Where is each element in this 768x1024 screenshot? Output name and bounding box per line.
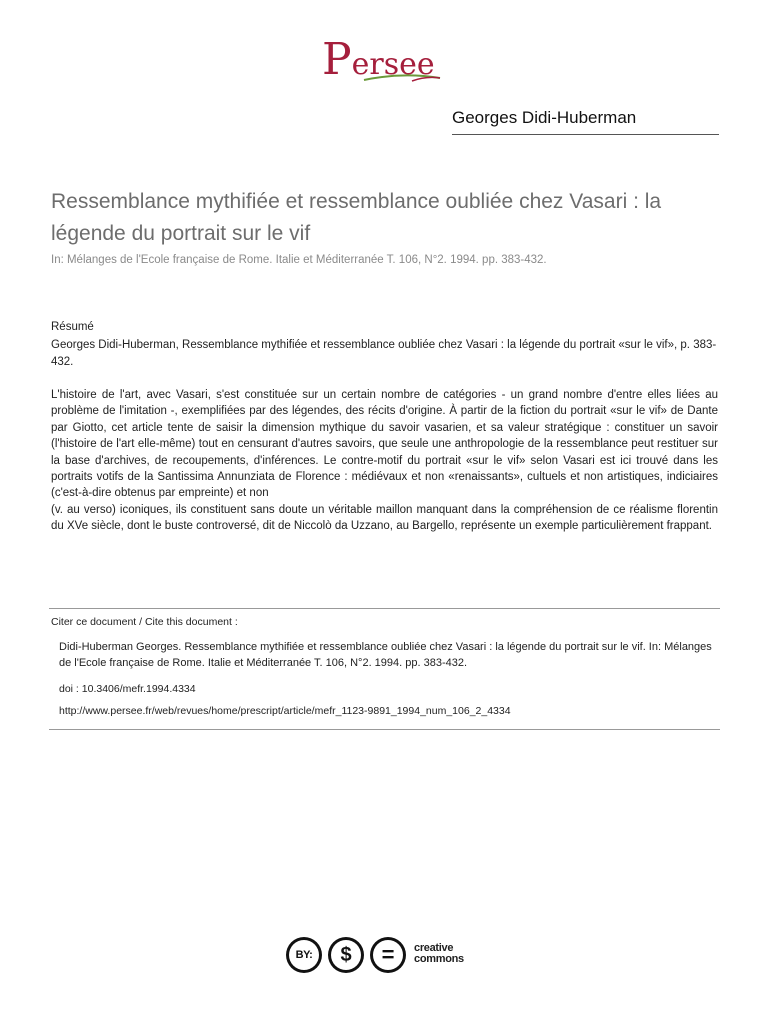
persee-logo [322,34,446,90]
cc-by-icon: BY: [286,937,322,973]
resume-citation: Georges Didi-Huberman, Ressemblance mythifiée et ressemblance oubliée chez Vasari : la légende du portrait «sur le vif», p. 383-432. [51,339,717,368]
creative-commons-badge[interactable] [286,937,486,977]
cite-label: Citer ce document / Cite this document : [51,616,238,628]
resume-heading: Résumé [51,321,94,333]
cite-reference[interactable]: Didi-Huberman Georges. Ressemblance mythifiée et ressemblance oubliée chez Vasari : la légende du portrait sur le vif. In: Mélanges de l'Ecole française de Rome. Italie et Méditerranée T. 106, N°2. 1994. pp. 383-432. [59,641,712,669]
cite-box [49,608,720,730]
cc-nd-icon: = [370,937,406,973]
cc-label: creative commons [414,942,464,965]
cite-url-link[interactable]: http://www.persee.fr/web/revues/home/prescript/article/mefr_1123-9891_1994_num_106_2_4334 [59,705,511,717]
article-source: In: Mélanges de l'Ecole française de Rome. Italie et Méditerranée T. 106, N°2. 1994. pp. 383-432. [51,254,547,266]
abstract-continuation: (v. au verso) iconiques, ils constituent sans doute un véritable maillon manquant dans la compréhension de ce réalisme florentin du XVe siècle, dont le buste controversé, dit de Niccolò da Uzzano, au Bargello, représente un exemple particulièrement frappant. [51,503,718,533]
abstract [51,387,718,535]
article-title: Ressemblance mythifiée et ressemblance oubliée chez Vasari : la légende du portrait sur le vif [51,190,662,245]
cc-nc-icon: $ [328,937,364,973]
abstract-paragraph: L'histoire de l'art, avec Vasari, s'est constituée sur un certain nombre de catégories - un grand nombre d'entre elles liées au problème de l'imitation -, exemplifiées par des légendes, des récits d'origine. À partir de la fiction du portrait «sur le vif» de Dante par Giotto, cet article tente de saisir la dimension mythique du savoir vasarien, et sa valeur stratégique : constituer un savoir (l'histoire de l'art elle-même) tout en censurant d'autres savoirs, que seule une anthropologie de la ressemblance peut restituer sur la base d'archives, de recoupements, d'inférences. Le contre-motif du portrait «sur le vif» selon Vasari est ici trouvé dans les portraits votifs de la Santissima Annunziata de Florence : médiévaux et non «renaissants», cultuels et non artistiques, indiciaires (c'est-à-dire obtenus par empreinte) et non [51,389,718,500]
author-name: Georges Didi-Huberman [452,106,719,135]
logo-swoosh-icon [362,70,442,84]
cite-doi[interactable]: doi : 10.3406/mefr.1994.4334 [59,683,196,695]
persee-logo-text: Persee [322,34,435,85]
